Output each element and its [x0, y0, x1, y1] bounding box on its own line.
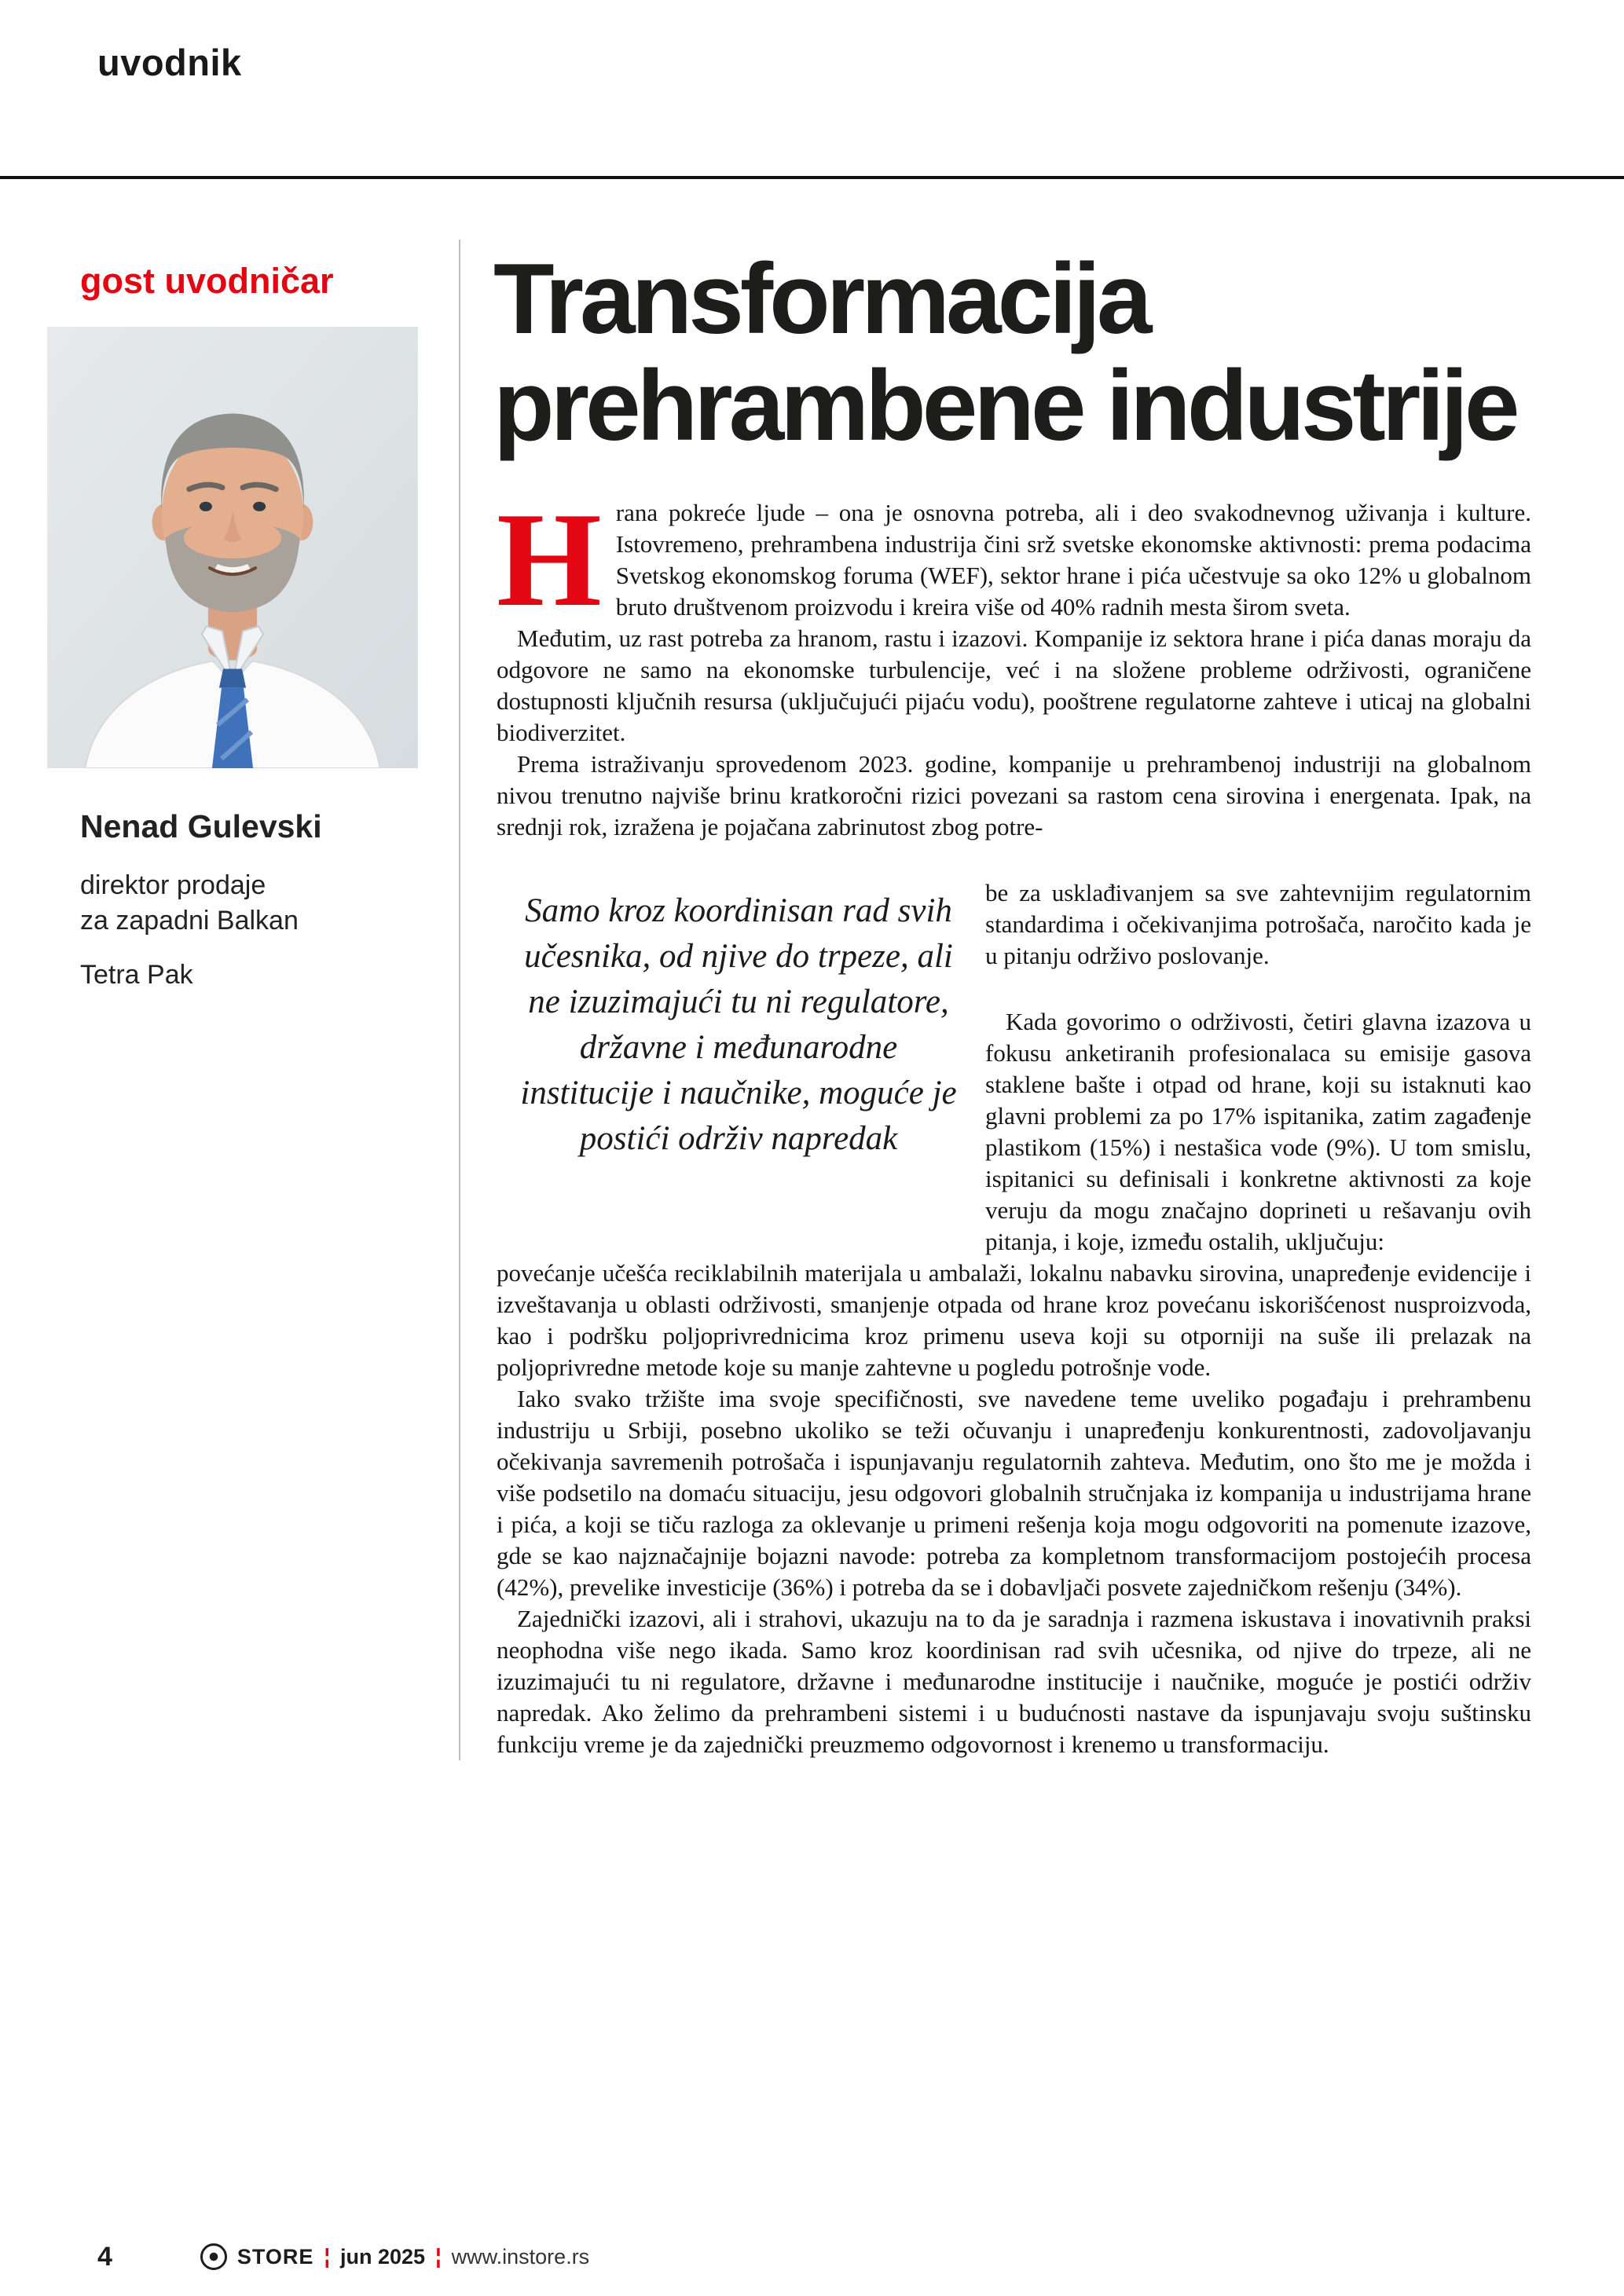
drop-cap: H — [497, 485, 602, 635]
lead-paragraph-text: rana pokreće ljude – ona je osnovna potreba, ali i deo svakodnevnog uživanja i kulture. Istovremeno, prehrambena industrija čini srž svetske ekonomske aktivnosti: prema podacima Svetskog ekonomskog foruma (WEF), sektor hrane i pića učestvuje sa oko 12% u globalnom bruto društvenom proizvodu i kreira više od 40% radnih mesta širom sveta. — [615, 498, 1531, 621]
paragraph-4-narrow: Kada govorimo o održivosti, četiri glavna izazova u fokusu anketiranih profesionalaca su emisije gasova staklene bašte i otpad od hrane, koji su istaknuti kao glavni problemi za po 17% ispitanika, zatim zagađenje plastikom (15%) i nestašica vode (9%). U tom smislu, ispitanici su definisali i konkretne aktivnosti za koje veruju da mogu značajno doprineti u rešavanju ovih pitanja, i koje, između ostalih, uključuju: — [985, 1007, 1531, 1255]
section-label: uvodnik — [97, 42, 242, 83]
author-company: Tetra Pak — [80, 959, 193, 990]
paragraph-2: Međutim, uz rast potreba za hranom, rastu i izazovi. Kompanije iz sektora hrane i pića danas moraju da odgovore ne samo na ekonomske turbulencije, već i na složene probleme održivosti, ograničene dostupnosti ključnih resursa (uključujući pijaću vodu), pooštrene regulatorne zahteve i uticaj na globalni biodiverzitet. — [497, 624, 1531, 746]
author-title-line2: za zapadni Balkan — [80, 905, 299, 936]
author-title-line1: direktor prodaje — [80, 870, 266, 901]
portrait-illustration — [47, 327, 418, 768]
author-photo — [47, 327, 418, 768]
footer-brand-group — [200, 2243, 589, 2270]
author-title — [80, 868, 418, 939]
instore-logo-icon — [200, 2243, 227, 2270]
paragraph-6: Zajednički izazovi, ali i strahovi, ukazuju na to da je saradnja i razmena iskustava i inovativnih praksi neophodna više nego ikada. Samo kroz koordinisan rad svih učesnika, od njive do trpeze, ali ne izuzimajući tu ni regulatore, državne i međunarodne institucije i naučnike, moguće je postići održiv napredak. Ako želimo da prehrambeni sistemi i u budućnosti nastave da ispunjavaju svoju suštinsku funkciju vreme je da zajednički preuzmemo odgovornost i krenemo u transformaciju. — [497, 1604, 1531, 1758]
paragraph-5: Iako svako tržište ima svoje specifičnosti, sve navedene teme uveliko pogađaju i prehrambenu industriju u Srbiji, posebno ukoliko se teži očuvanju i unapređenju konkurentnosti, zadovoljavanju očekivanja savremenih potrošača i ispunjavanju regulatornih zahteva. Međutim, ono što me je možda i više podsetilo na domaću situaciju, jesu odgovori globalnih stručnjaka iz kompanija u industrijama hrane i pića, a koji se tiču razloga za oklevanje u primeni rešenja koja mogu odgovoriti na pomenute izazove, gde se kao najznačajnije bojazni navode: potreba za kompletnom transformacijom postojećih procesa (42%), prevelike investicije (36%) i potreba da se i dobavljači posvete zajedničkom rešenju (34%). — [497, 1384, 1531, 1601]
author-name: Nenad Gulevski — [80, 808, 322, 844]
narrow-column — [985, 877, 1531, 1258]
website-link[interactable]: www.instore.rs — [451, 2244, 590, 2269]
body-layout — [47, 240, 1531, 1760]
article-headline: Transformacija prehrambene industrije — [493, 243, 1516, 461]
page-footer — [97, 2243, 1531, 2270]
pull-quote: Samo kroz koordinisan rad svih učesnika, od njive do trpeze, ali ne izuzimajući tu ni regulatore, državne i međunarodne institucije i naučnike, moguće je postići održiv napredak — [520, 892, 957, 1157]
page-number: 4 — [97, 2242, 112, 2272]
guest-editor-label: gost uvodničar — [80, 261, 334, 301]
footer-separator: ¦ — [435, 2243, 442, 2268]
column-divider — [459, 240, 460, 1760]
paragraph-3-intro: Prema istraživanju sprovedenom 2023. godine, kompanije u prehrambenoj industriji na globalnom nivou trenutno najviše brinu kratkoročni rizici povezani sa rastom cena sirovina i energenata. Ipak, na srednji rok, izražena je pojačana zabrinutost zbog potre- — [497, 749, 1531, 840]
footer-separator: ¦ — [324, 2243, 331, 2268]
article — [493, 240, 1531, 1760]
top-rule — [0, 176, 1624, 179]
issue-date: jun 2025 — [340, 2244, 426, 2269]
paragraph-4-wide: povećanje učešća reciklabilnih materijala u ambalaži, lokalnu nabavku sirovina, unapređenje evidencije i izveštavanja u oblasti održivosti, smanjenje otpada od hrane kroz povećanu iskorišćenost nusproizvoda, kao i podršku poljoprivrednicima kroz primenu useva koji su otporniji na suše ili prelazak na poljoprivredne metode koje su manje zahtevne u pogledu potrošnje vode. — [497, 1258, 1531, 1381]
brand-name: STORE — [236, 2244, 314, 2269]
author-sidebar — [47, 240, 418, 1760]
lead-paragraph — [497, 485, 1531, 635]
paragraph-3-continued: be za usklađivanjem sa sve zahtevnijim regulatornim standardima i očekivanjima potrošača, naročito kada je u pitanju održivo poslovanje. — [985, 878, 1531, 969]
pull-quote-section — [497, 877, 1531, 1258]
